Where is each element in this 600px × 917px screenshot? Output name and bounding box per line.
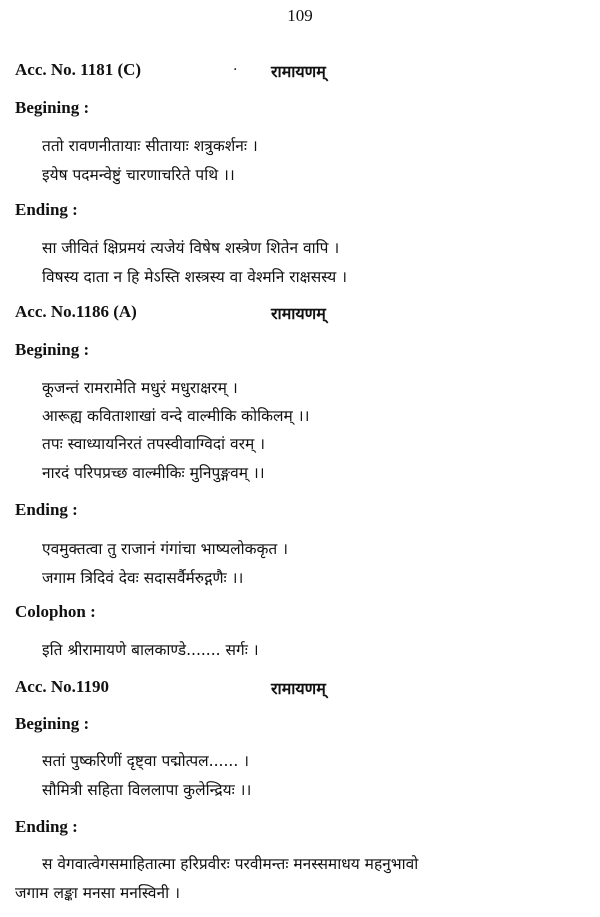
verse-line: एवमुक्तत्वा तु राजानं गंगांचा भाष्यलोककृत ।: [42, 540, 289, 558]
verse-line: जगाम लङ्का मनसा मनस्विनी ।: [15, 884, 180, 902]
entry-header: [15, 60, 575, 84]
ending-label: Ending :: [15, 500, 78, 519]
ending-label: Ending :: [15, 200, 78, 219]
verse-line: कूजन्तं रामरामेति मधुरं मधुराक्षरम् ।: [42, 379, 238, 397]
verse-line: नारदं परिपप्रच्छ वाल्मीकिः मुनिपुङ्गवम् ।।: [42, 464, 265, 482]
beginning-label: Begining :: [15, 714, 90, 733]
verse-line: सौमित्री सहिता विललापा कुलेन्द्रियः ।।: [42, 781, 252, 799]
verse-line: सतां पुष्करिणीं दृष्ट्वा पद्मोत्पल...... ।: [42, 752, 250, 770]
beginning-label: Begining :: [15, 340, 90, 359]
accession-number: Acc. No. 1181 (C): [15, 60, 142, 79]
verse-line: सा जीवितं क्षिप्रमयं त्यजेयं विषेष शस्त्रेण शितेन वापि ।: [42, 239, 340, 257]
verse-line: विषस्य दाता न हि मेऽस्ति शस्त्रस्य वा वेश्मनि राक्षसस्य ।: [42, 268, 347, 286]
manuscript-title: रामायणम्: [271, 62, 326, 81]
accession-number: Acc. No.1186 (A): [15, 302, 137, 321]
verse-line: इति श्रीरामायणे बालकाण्डे....... सर्गः ।: [42, 641, 259, 659]
manuscript-title: रामायणम्: [271, 679, 326, 698]
verse-line: स वेगवात्वेगसमाहितात्मा हरिप्रवीरः परवीमन्तः मनस्समाधय महनुभावो: [42, 855, 419, 873]
entry-header: [15, 302, 575, 326]
verse-line: ततो रावणनीतायाः सीतायाः शत्रुकर्शनः ।: [42, 137, 258, 155]
verse-line: इयेष पदमन्वेष्टुं चारणाचरिते पथि ।।: [42, 166, 235, 184]
verse-line: तपः स्वाध्यायनिरतं तपस्वीवाग्विदां वरम् ।: [42, 435, 266, 453]
verse-line: जगाम त्रिदिवं देवः सदासर्वैर्मरुद्गणैः ।।: [42, 569, 244, 587]
verse-line: आरूह्य कविताशाखां वन्दे वाल्मीकि कोकिलम् ।।: [42, 407, 310, 425]
page-number: 109: [287, 6, 313, 25]
entry-header: [15, 677, 575, 701]
colophon-label: Colophon :: [15, 602, 96, 621]
ending-label: Ending :: [15, 817, 78, 836]
beginning-label: Begining :: [15, 98, 90, 117]
accession-number: Acc. No.1190: [15, 677, 109, 696]
stray-dot: ·: [233, 62, 238, 78]
manuscript-title: रामायणम्: [271, 304, 326, 323]
